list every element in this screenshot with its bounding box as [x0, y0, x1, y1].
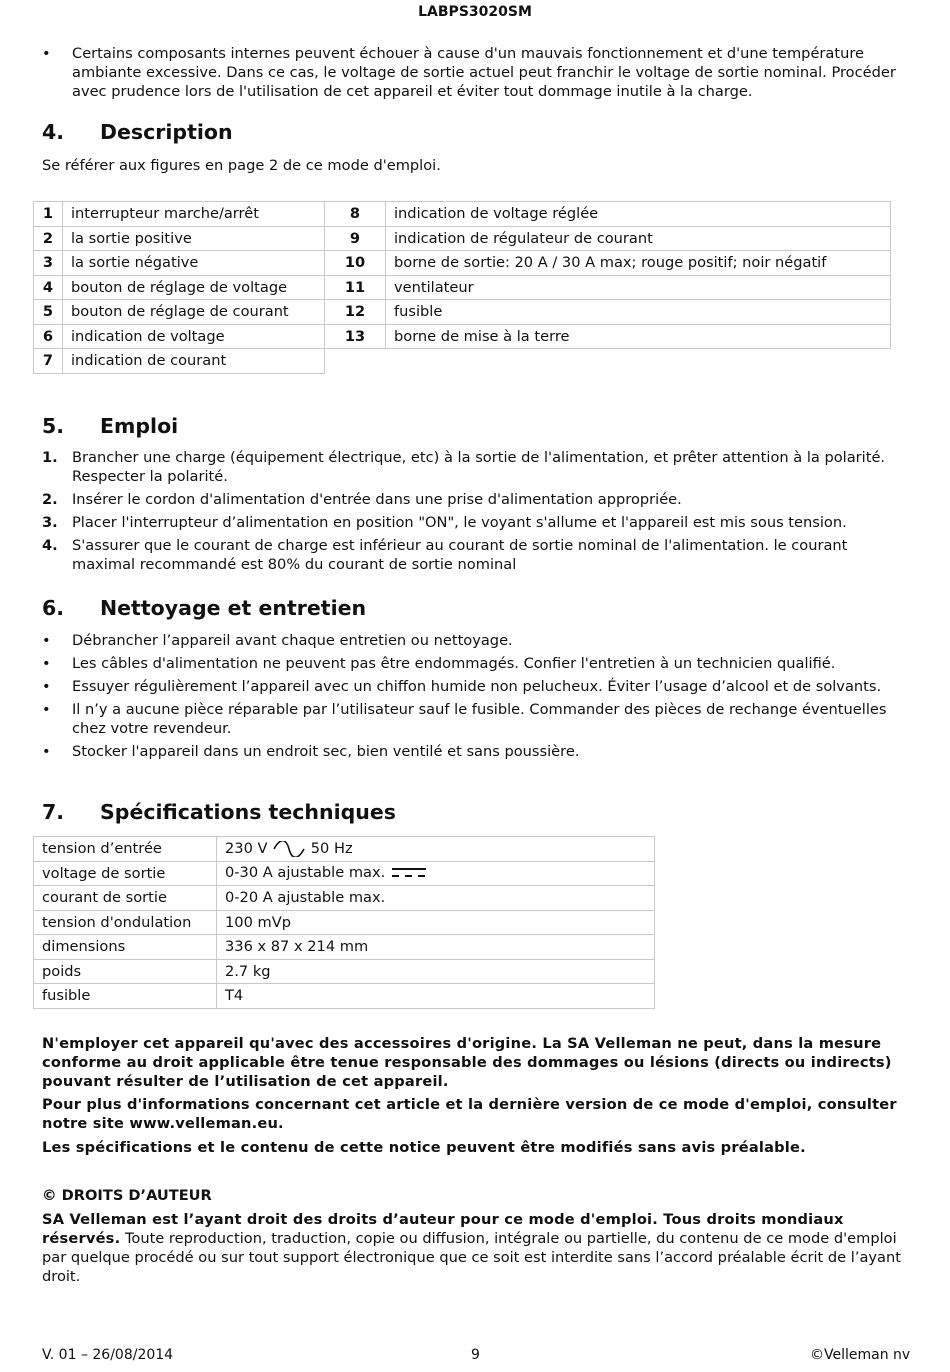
- item-number: 10: [325, 251, 386, 276]
- notice-specs-change: Les spécifications et le contenu de cette notice peuvent être modifiés sans avis préalable.: [42, 1139, 806, 1156]
- table-row: [34, 959, 655, 984]
- table-row: [34, 984, 655, 1009]
- item-label: indication de régulateur de courant: [386, 226, 891, 251]
- table-row: [34, 300, 891, 325]
- list-item: • Les câbles d'alimentation ne peuvent pas être endommagés. Confier l'entretien à un technicien qualifié.: [42, 654, 912, 673]
- step-item: [42, 513, 912, 532]
- spec-value: 100 mVp: [217, 910, 655, 935]
- spec-value-text: 230 V: [225, 840, 268, 858]
- footer-page-number: 9: [471, 1347, 480, 1363]
- notice-more-info: Pour plus d'informations concernant cet article et la dernière version de ce mode d'emploi, consulter notre site www.velleman.eu.: [42, 1096, 897, 1132]
- section-title: Spécifications techniques: [100, 800, 396, 824]
- spec-value-text: 50 Hz: [310, 840, 353, 858]
- table-row: [34, 886, 655, 911]
- step-text: Insérer le cordon d'alimentation d'entrée dans une prise d'alimentation appropriée.: [72, 491, 682, 508]
- spec-value: 336 x 87 x 214 mm: [217, 935, 655, 960]
- item-number: 13: [325, 324, 386, 349]
- item-number: 2: [34, 226, 63, 251]
- notice-accessories: N'employer cet appareil qu'avec des accessoires d'origine. La SA Velleman ne peut, dans la mesure conforme au droit applicable être tenue responsable des dommages ou lésions (directs ou indirects) pouvant résulter de l’utilisation de cet appareil.: [42, 1035, 892, 1090]
- item-label: indication de courant: [63, 349, 325, 374]
- spec-key: tension d'ondulation: [34, 910, 217, 935]
- item-number: 5: [34, 300, 63, 325]
- spec-key: voltage de sortie: [34, 861, 217, 886]
- item-number: 9: [325, 226, 386, 251]
- spec-key: fusible: [34, 984, 217, 1009]
- item-label: borne de mise à la terre: [386, 324, 891, 349]
- page-header: LABPS3020SM: [418, 4, 532, 20]
- table-row: [34, 910, 655, 935]
- section-title: Nettoyage et entretien: [100, 596, 367, 620]
- intro-bullet-list: [42, 44, 912, 101]
- table-row: [34, 202, 891, 227]
- empty-cell: [325, 349, 891, 374]
- table-row: [34, 226, 891, 251]
- item-label: interrupteur marche/arrêt: [63, 202, 325, 227]
- item-label: fusible: [386, 300, 891, 325]
- item-label: la sortie négative: [63, 251, 325, 276]
- item-label: ventilateur: [386, 275, 891, 300]
- intro-bullet: • Certains composants internes peuvent échouer à cause d'un mauvais fonctionnement et d'une température ambiante excessive. Dans ce cas, le voltage de sortie actuel peut franchir le voltage de sortie nominal. Procéder avec prudence lors de l'utilisation de cet appareil et éviter tout dommage inutile à la charge.: [42, 44, 912, 101]
- table-row: [34, 935, 655, 960]
- section-number: 5.: [42, 414, 65, 438]
- description-table: [33, 201, 891, 374]
- usage-steps: [42, 448, 912, 574]
- section-title: Description: [100, 120, 233, 144]
- step-number: 2.: [42, 491, 58, 508]
- section-number: 4.: [42, 120, 65, 144]
- spec-value: 2.7 kg: [217, 959, 655, 984]
- spec-value: 0-20 A ajustable max.: [217, 886, 655, 911]
- spec-value: [217, 837, 655, 862]
- table-row: [34, 251, 891, 276]
- item-label: bouton de réglage de courant: [63, 300, 325, 325]
- section-title: Emploi: [100, 414, 179, 438]
- item-label: bouton de réglage de voltage: [63, 275, 325, 300]
- item-number: 1: [34, 202, 63, 227]
- list-item: • Débrancher l’appareil avant chaque entretien ou nettoyage.: [42, 631, 912, 650]
- step-number: 1.: [42, 449, 58, 466]
- list-item: • Essuyer régulièrement l’appareil avec un chiffon humide non pelucheux. Éviter l’usage d’alcool et de solvants.: [42, 677, 912, 696]
- spec-key: poids: [34, 959, 217, 984]
- table-row: [34, 861, 655, 886]
- section-4-heading: [42, 120, 233, 144]
- item-number: 12: [325, 300, 386, 325]
- step-number: 3.: [42, 514, 58, 531]
- spec-key: courant de sortie: [34, 886, 217, 911]
- spec-value-text: 0-30 A ajustable max.: [225, 864, 386, 882]
- item-number: 6: [34, 324, 63, 349]
- item-label: indication de voltage réglée: [386, 202, 891, 227]
- item-number: 3: [34, 251, 63, 276]
- item-label: borne de sortie: 20 A / 30 A max; rouge positif; noir négatif: [386, 251, 891, 276]
- step-item: [42, 448, 912, 486]
- table-row: [34, 349, 891, 374]
- section-number: 6.: [42, 596, 65, 620]
- section-4-text: Se référer aux figures en page 2 de ce mode d'emploi.: [42, 157, 441, 174]
- copyright-text: [42, 1210, 908, 1286]
- item-label: indication de voltage: [63, 324, 325, 349]
- maintenance-bullets: [42, 631, 912, 761]
- section-7-heading: [42, 800, 396, 824]
- footer-version: V. 01 – 26/08/2014: [42, 1347, 174, 1363]
- dc-symbol-icon: [390, 864, 428, 882]
- item-number: 8: [325, 202, 386, 227]
- step-text: Placer l'interrupteur d’alimentation en position "ON", le voyant s'allume et l'appareil est mis sous tension.: [72, 514, 847, 531]
- ac-sine-icon: [272, 841, 306, 857]
- step-item: [42, 536, 912, 574]
- section-5-heading: [42, 414, 178, 438]
- list-item: • Il n’y a aucune pièce réparable par l’utilisateur sauf le fusible. Commander des pièces de rechange éventuelles chez votre revendeur.: [42, 700, 912, 738]
- table-row: [34, 275, 891, 300]
- step-item: [42, 490, 912, 509]
- copyright-bold: SA Velleman est l’ayant droit des droits d’auteur pour ce mode d'emploi. Tous droits mondiaux réservés.: [42, 1211, 844, 1247]
- specifications-table: [33, 836, 655, 1009]
- table-row: [34, 324, 891, 349]
- table-row: [34, 837, 655, 862]
- copyright-title: © DROITS D’AUTEUR: [42, 1187, 212, 1204]
- step-number: 4.: [42, 537, 58, 554]
- section-6-heading: [42, 596, 366, 620]
- item-number: 4: [34, 275, 63, 300]
- item-number: 7: [34, 349, 63, 374]
- item-label: la sortie positive: [63, 226, 325, 251]
- footer-brand: ©Velleman nv: [810, 1347, 911, 1363]
- spec-key: tension d’entrée: [34, 837, 217, 862]
- copyright-body: Toute reproduction, traduction, copie ou diffusion, intégrale ou partielle, du contenu de ce mode d'emploi par quelque procédé ou sur tout support électronique que ce soit est interdite sans l’accord préalable écrit de l’ayant droit.: [42, 1230, 901, 1285]
- section-number: 7.: [42, 800, 65, 824]
- step-text: S'assurer que le courant de charge est inférieur au courant de sortie nominal de l'alimentation. le courant maximal recommandé est 80% du courant de sortie nominal: [72, 537, 848, 573]
- list-item: • Stocker l'appareil dans un endroit sec, bien ventilé et sans poussière.: [42, 742, 912, 761]
- item-number: 11: [325, 275, 386, 300]
- spec-key: dimensions: [34, 935, 217, 960]
- step-text: Brancher une charge (équipement électrique, etc) à la sortie de l'alimentation, et prêter attention à la polarité. Respecter la polarité.: [72, 449, 886, 485]
- spec-value: [217, 861, 655, 886]
- spec-value: T4: [217, 984, 655, 1009]
